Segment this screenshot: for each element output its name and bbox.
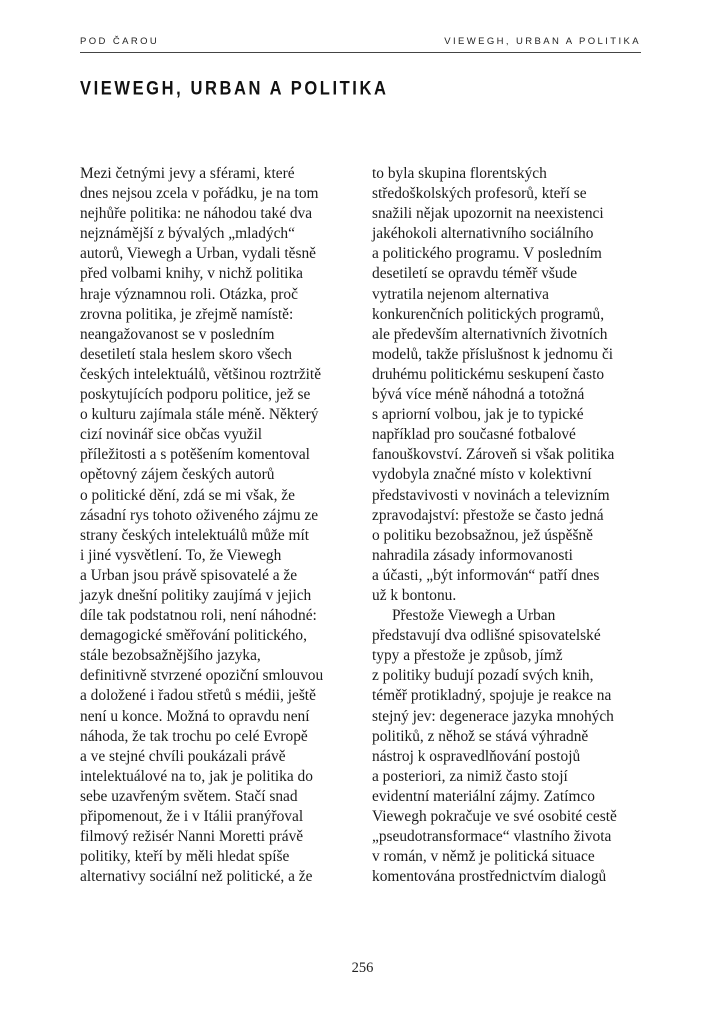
text-line: nejhůře politika: ne náhodou také dva (80, 205, 313, 223)
text-line: středoškolských profesorů, kteří se (372, 185, 587, 203)
text-line: ale především alternativních životních (372, 325, 608, 343)
text-line: strany českých intelektuálů může mít (80, 526, 310, 544)
text-line: náhoda, že tak trochu po celé Evropě (80, 727, 308, 745)
text-line: z politiky budují pozadí svých knih, (372, 667, 594, 685)
page-number: 256 (351, 960, 374, 976)
text-line: definitivně stvrzené opoziční smlouvou (80, 667, 324, 685)
text-line: filmový režisér Nanni Moretti právě (80, 828, 304, 846)
text-line: zásadní rys tohoto oživeného zájmu ze (80, 506, 319, 524)
text-column-left (80, 164, 352, 887)
running-head (80, 36, 641, 53)
text-line: demagogické směřování politického, (80, 627, 307, 645)
text-line: typy a přestože je způsob, jímž (372, 647, 563, 665)
text-line: s apriorní volbou, jak je to typické (372, 406, 584, 424)
text-line: politiky, kteří by měli hledat spíše (80, 848, 290, 866)
text-line: politiků, z něhož se stává výhradně (372, 727, 589, 745)
text-line: vytratila nejenom alternativa (372, 285, 549, 303)
text-line: autorů, Viewegh a Urban, vydali těsně (80, 245, 316, 263)
text-line: bývá více méně náhodná a totožná (372, 386, 585, 404)
text-line: opětovný zájem českých autorů (80, 466, 275, 484)
text-line: alternativy sociální než politické, a že (80, 868, 313, 886)
text-line: a Urban jsou právě spisovatelé a že (80, 566, 298, 584)
text-line: desetiletí stala heslem skoro všech (80, 345, 292, 363)
text-line: cizí novinář sice občas využil (80, 426, 263, 444)
text-line: představují dva odlišné spisovatelské (372, 627, 601, 645)
text-line: jazyk dnešní politiky zaujímá v jejich (80, 586, 312, 604)
text-line: a účasti, „být informován“ patří dnes (372, 566, 600, 584)
running-head-right: VIEWEGH, URBAN A POLITIKA (444, 36, 641, 47)
text-line: jakéhokoli alternativního sociálního (372, 225, 594, 243)
text-line: zrovna politika, je zřejmě namístě: (80, 305, 294, 323)
text-line: nejznámější z bývalých „mladých“ (80, 225, 295, 243)
text-line: i jiné vysvětlení. To, že Viewegh (80, 546, 282, 564)
text-line: o politické dění, zdá se mi však, že (80, 486, 295, 504)
text-line: nástroj k ospravedlňování postojů (372, 747, 581, 765)
text-line: není u konce. Možná to opravdu není (80, 707, 310, 725)
text-line: konkurenčních politických programů, (372, 305, 605, 323)
text-line: představivosti v novinách a televizním (372, 486, 610, 504)
text-line: Přestože Viewegh a Urban (392, 607, 556, 625)
text-line: například pro současné fotbalové (372, 426, 576, 444)
text-line: komentována prostřednictvím dialogů (372, 868, 607, 886)
text-line: příležitosti a s potěšením komentoval (80, 446, 310, 464)
text-line: a posteriori, za nimiž často stojí (372, 767, 568, 785)
text-line: to byla skupina florentských (372, 165, 547, 182)
running-head-left: POD ČAROU (80, 36, 160, 47)
text-line: sebe uzavřeným světem. Stačí snad (80, 787, 298, 805)
text-line: „pseudotransformace“ vlastního života (372, 828, 612, 846)
text-line: zpravodajství: přestože se často jedná (372, 506, 604, 524)
text-line: připomenout, že i v Itálii pranýřoval (80, 808, 304, 825)
text-line: před volbami knihy, v nichž politika (80, 265, 303, 283)
text-line: už k bontonu. (372, 586, 457, 604)
text-line: intelektuálové na to, jak je politika do (80, 767, 313, 785)
text-line: vydobyla značné místo v kolektivní (372, 466, 592, 484)
text-line: hraje významnou roli. Otázka, proč (80, 285, 298, 303)
text-line: druhému politickému seskupení často (372, 365, 605, 383)
text-line: nahradila zásady informovanosti (372, 546, 573, 564)
text-line: díle tak podstatnou roli, není náhodné: (80, 607, 317, 625)
text-line: neangažovanost se v posledním (80, 325, 275, 343)
text-line: Mezi četnými jevy a sférami, které (80, 165, 295, 182)
text-line: modelů, takže příslušnost k jednomu či (372, 345, 614, 363)
text-line: o politiku bezobsažnou, jež úspěšně (372, 526, 593, 544)
text-line: desetiletí se opravdu téměř všude (372, 265, 578, 283)
text-line: a doložené i řadou střetů s médii, ještě (80, 687, 316, 705)
text-line: fanouškovství. Zároveň si však politika (372, 446, 615, 464)
text-line: téměř protikladný, spojuje je reakce na (372, 687, 612, 705)
text-line: v román, v němž je politická situace (372, 848, 595, 866)
text-line: a politického programu. V posledním (372, 245, 602, 263)
text-line: dnes nejsou zcela v pořádku, je na tom (80, 185, 319, 203)
text-line: stejný jev: degenerace jazyka mnohých (372, 707, 614, 725)
text-line: Viewegh pokračuje ve své osobité cestě (372, 808, 617, 825)
text-line: stále bezobsažnějšího jazyka, (80, 647, 261, 665)
text-line: českých intelektuálů, většinou roztržitě (80, 365, 322, 383)
text-line: a ve stejné chvíli poukázali právě (80, 747, 286, 765)
text-line: o kulturu zajímala stále méně. Některý (80, 406, 319, 424)
text-line: poskytujících podporu politice, jež se (80, 386, 311, 404)
chapter-title: VIEWEGH, URBAN A POLITIKA (80, 78, 389, 100)
text-column-right (372, 164, 644, 887)
text-line: evidentní materiální zájmy. Zatímco (372, 787, 595, 805)
text-line: snažili nějak upozornit na neexistenci (372, 205, 604, 223)
